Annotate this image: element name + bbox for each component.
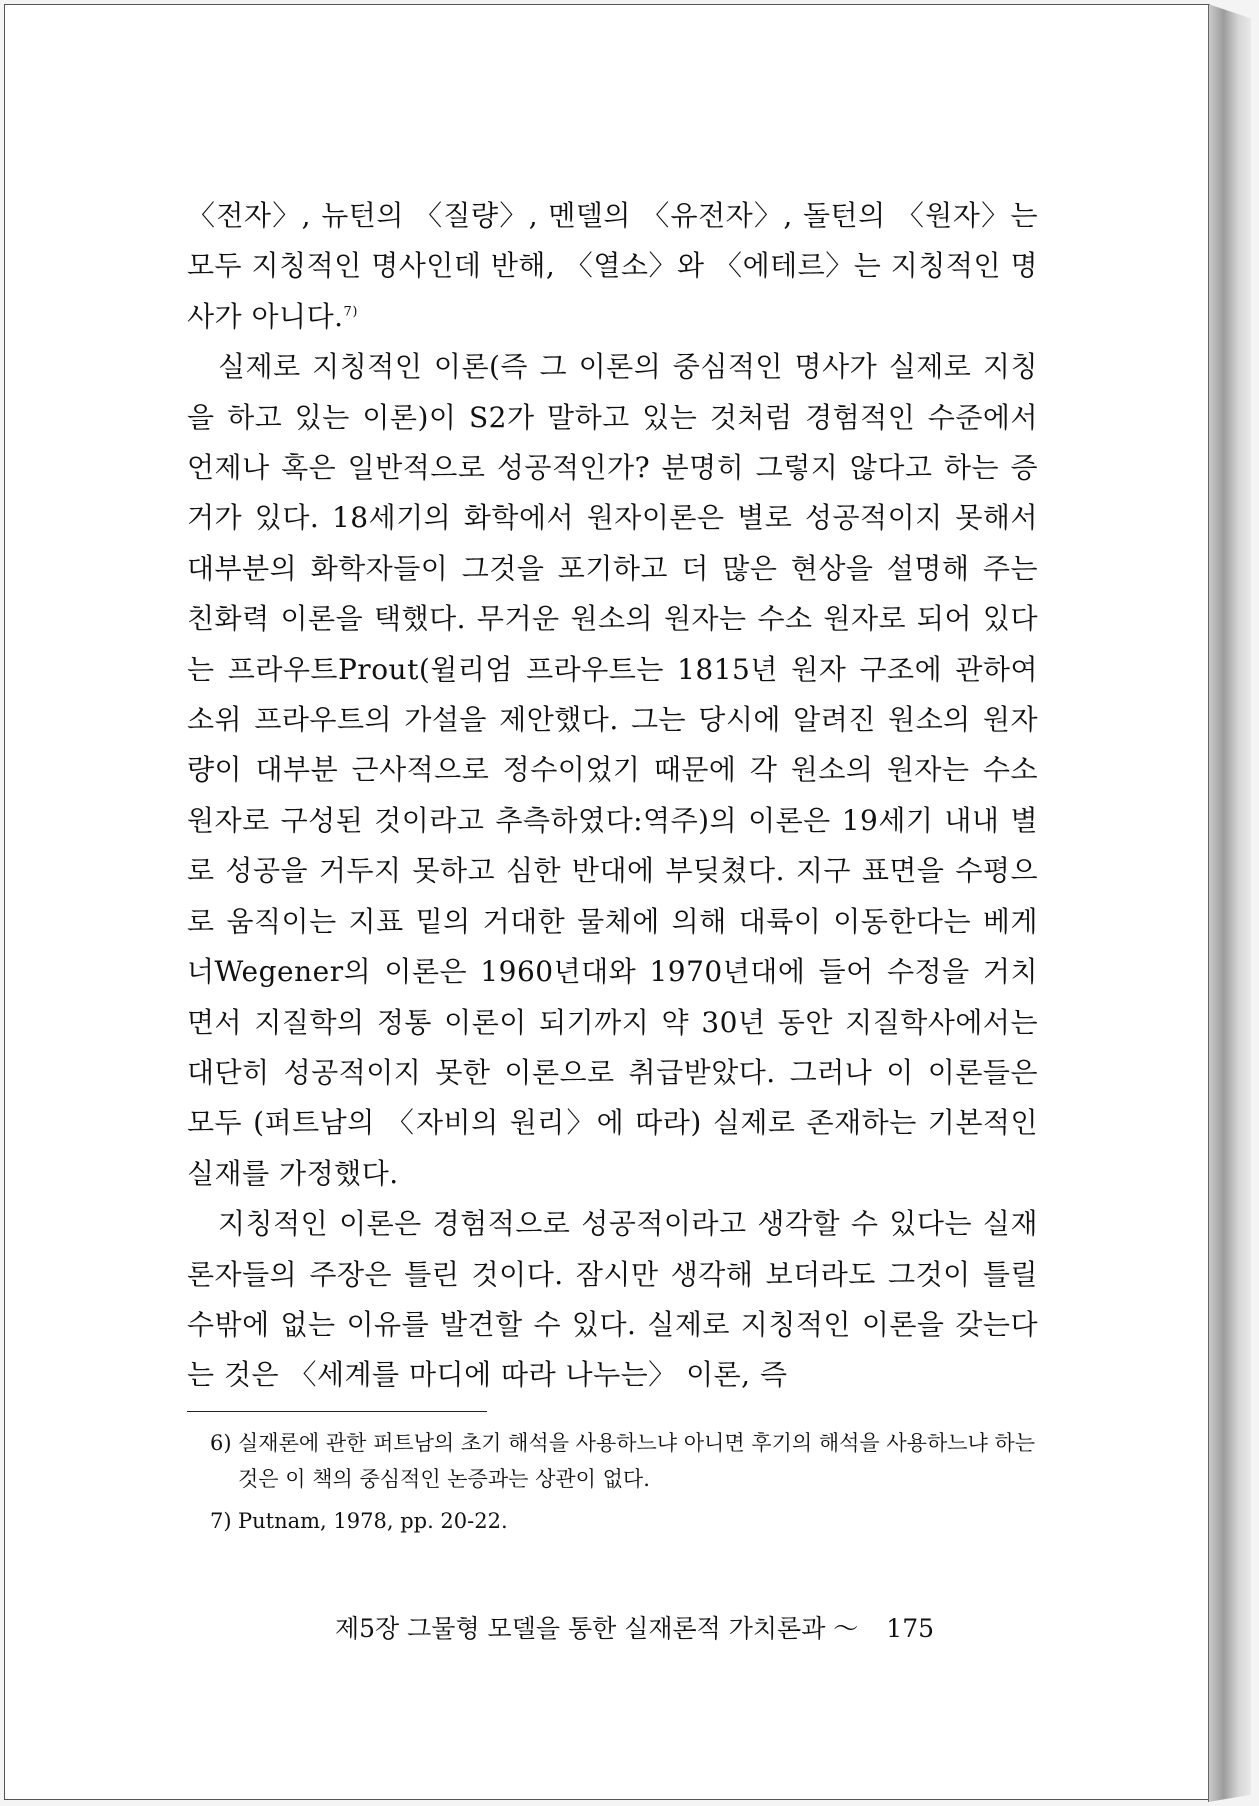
paragraph-1-text: 〈전자〉, 뉴턴의 〈질량〉, 멘델의 〈유전자〉, 돌턴의 〈원자〉는 모두 지칭적인 명사인데 반해, 〈열소〉와 〈에테르〉는 지칭적인 명사가 아니다. bbox=[187, 199, 1038, 333]
footnote-6 bbox=[210, 1425, 1038, 1497]
book-page bbox=[4, 4, 1210, 1800]
footnote-ref-7: 7) bbox=[343, 304, 358, 320]
paragraph-3: 지칭적인 이론은 경험적으로 성공적이라고 생각할 수 있다는 실재론자들의 주장은 틀린 것이다. 잠시만 생각해 보더라도 그것이 틀릴 수밖에 없는 이유를 발견할 수 있다. 실제로 지칭적인 이론을 갖는다는 것은 〈세계를 마디에 따라 나누는〉 이론, 즉 bbox=[187, 1207, 1038, 1392]
footnote-text: Putnam, 1978, pp. 20-22. bbox=[238, 1509, 508, 1533]
page-number: 175 bbox=[886, 1614, 935, 1643]
footnote-divider bbox=[187, 1411, 487, 1412]
chapter-title: 제5장 그물형 모델을 통한 실재론적 가치론과 ～ bbox=[335, 1614, 859, 1643]
footnote-7 bbox=[210, 1503, 1038, 1539]
footnote-number: 7) bbox=[210, 1509, 232, 1533]
footnotes bbox=[210, 1425, 1038, 1545]
body-text bbox=[187, 191, 1038, 1401]
running-footer bbox=[335, 1609, 1005, 1645]
footnote-text: 실재론에 관한 퍼트남의 초기 해석을 사용하느냐 아니면 후기의 해석을 사용하느냐 하는 것은 이 책의 중심적인 논증과는 상관이 없다. bbox=[238, 1431, 1036, 1491]
page-edge-shadow bbox=[1208, 4, 1251, 1802]
paragraph-1 bbox=[187, 191, 1038, 342]
footnote-number: 6) bbox=[210, 1431, 232, 1455]
paragraph-2: 실제로 지칭적인 이론(즉 그 이론의 중심적인 명사가 실제로 지칭을 하고 있는 이론)이 S2가 말하고 있는 것처럼 경험적인 수준에서 언제나 혹은 일반적으로 성공적인가? 분명히 그렇지 않다고 하는 증거가 있다. 18세기의 화학에서 원자이론은 별로 성공적이지 못해서 대부분의 화학자들이 그것을 포기하고 더 많은 현상을 설명해 주는 친화력 이론을 택했다. 무거운 원소의 원자는 수소 원자로 되어 있다는 프라우트Prout(윌리엄 프라우트는 1815년 원자 구조에 관하여 소위 프라우트의 가설을 제안했다. 그는 당시에 알려진 원소의 원자량이 대부분 근사적으로 정수이었기 때문에 각 원소의 원자는 수소 원자로 구성된 것이라고 추측하였다:역주)의 이론은 19세기 내내 별로 성공을 거두지 못하고 심한 반대에 부딪쳤다. 지구 표면을 수평으로 움직이는 지표 밑의 거대한 물체에 의해 대륙이 이동한다는 베게너Wegener의 이론은 1960년대와 1970년대에 들어 수정을 거치면서 지질학의 정통 이론이 되기까지 약 30년 동안 지질학사에서는 대단히 성공적이지 못한 이론으로 취급받았다. 그러나 이 이론들은 모두 (퍼트남의 〈자비의 원리〉에 따라) 실제로 존재하는 기본적인 실재를 가정했다. bbox=[187, 350, 1038, 1190]
